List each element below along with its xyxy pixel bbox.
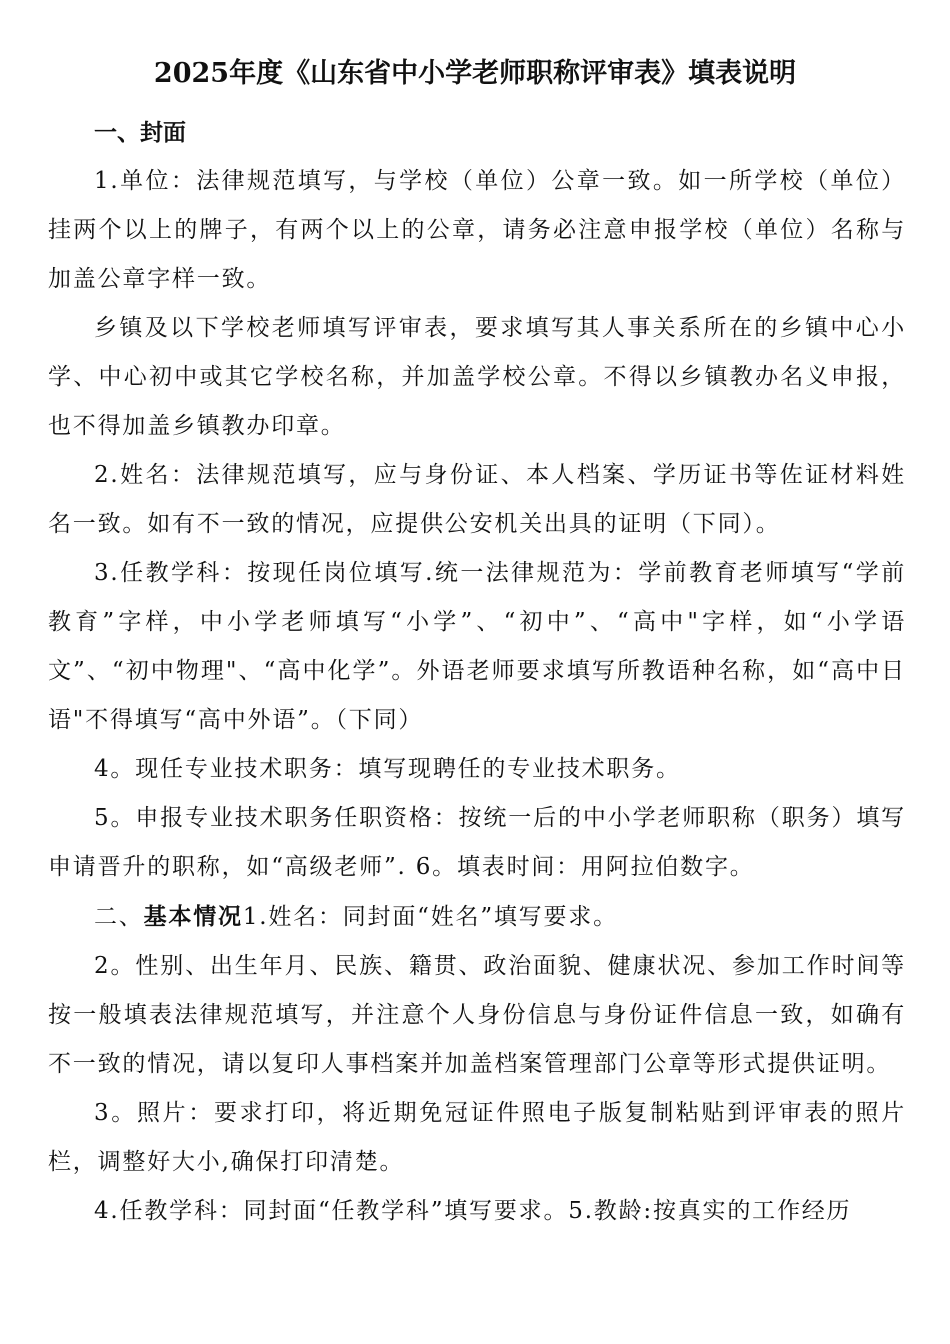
- paragraph-photo: 3。照片：要求打印，将近期免冠证件照电子版复制粘贴到评审表的照片栏，调整好大小,确保打印清楚。: [48, 1100, 906, 1175]
- paragraph-personal-info: 2。性别、出生年月、民族、籍贯、政治面貌、健康状况、参加工作时间等按一般填表法律规范填写，并注意个人身份信息与身份证件信息一致，如确有不一致的情况，请以复印人事档案并加盖档案管理部门公章等形式提供证明。: [48, 953, 906, 1077]
- paragraph-unit: 1.单位：法律规范填写，与学校（单位）公章一致。如一所学校（单位）挂两个以上的牌子，有两个以上的公章，请务必注意申报学校（单位）名称与加盖公章字样一致。: [48, 168, 906, 292]
- paragraph-current-title: 4。现任专业技术职务：填写现聘任的专业技术职务。: [94, 756, 681, 782]
- document-body: [48, 108, 906, 1236]
- paragraph-applied-title: 5。申报专业技术职务任职资格：按统一后的中小学老师职称（职务）填写申请晋升的职称，如“高级老师”. 6。填表时间：用阿拉伯数字。: [48, 805, 906, 880]
- section-basic-info-text: 1.姓名：同封面“姓名”填写要求。: [242, 904, 618, 930]
- paragraph-name: 2.姓名：法律规范填写，应与身份证、本人档案、学历证书等佐证材料姓名一致。如有不一致的情况，应提供公安机关出具的证明（下同）。: [48, 462, 906, 537]
- paragraph-subject-and-teaching-years: 4.任教学科：同封面“任教学科”填写要求。5.教龄:按真实的工作经历: [94, 1198, 852, 1224]
- paragraph-township-schools: 乡镇及以下学校老师填写评审表，要求填写其人事关系所在的乡镇中心小学、中心初中或其它学校名称，并加盖学校公章。不得以乡镇教办名义申报，也不得加盖乡镇教办印章。: [48, 315, 906, 439]
- section-basic-info: [48, 892, 906, 942]
- document-title: 2025年度《山东省中小学老师职称评审表》填表说明: [153, 58, 797, 89]
- section-number: 二、: [94, 904, 144, 930]
- paragraph-teaching-subject: 3.任教学科：按现任岗位填写.统一法律规范为：学前教育老师填写“学前教育”字样，中小学老师填写“小学”、“初中”、“高中"字样，如“小学语文”、“初中物理"、“高中化学”。外语老师要求填写所教语种名称，如“高中日语"不得填写“高中外语”。（下同）: [48, 560, 906, 733]
- section-heading-basic-info: 基本情况: [143, 903, 243, 930]
- section-heading-cover: 一、封面: [94, 119, 186, 146]
